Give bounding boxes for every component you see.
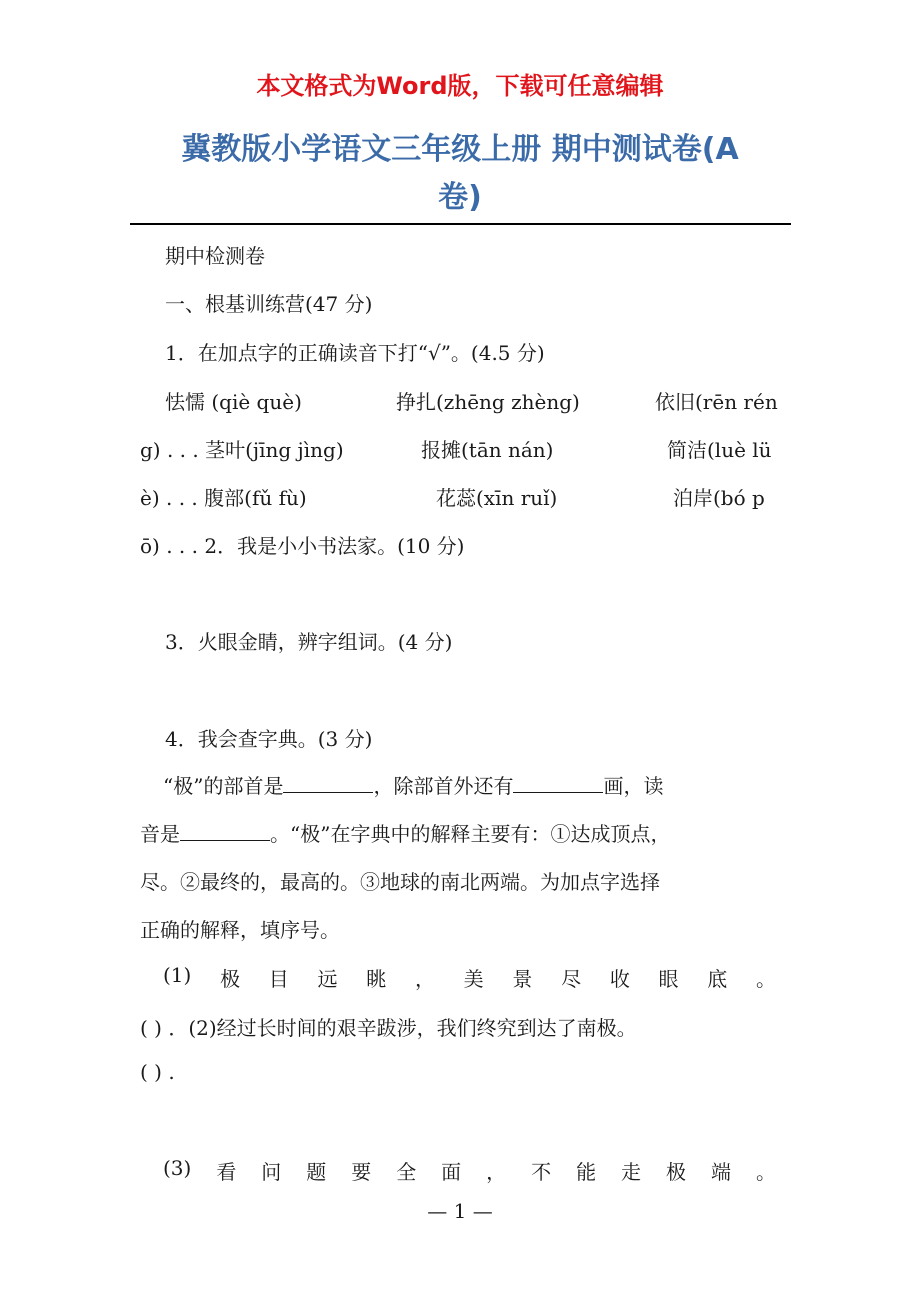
- item-char: ，: [486, 1160, 507, 1184]
- item-char: 面: [441, 1160, 462, 1184]
- item-char: 问: [261, 1160, 282, 1184]
- editable-notice: 本文格式为Word版，下载可任意编辑: [256, 72, 664, 100]
- item-char: 尽: [561, 967, 582, 991]
- item-char: (3): [163, 1156, 192, 1180]
- item-char: 能: [576, 1160, 597, 1184]
- pinyin-item: 花蕊(xīn ruǐ): [436, 486, 558, 510]
- item-char: ，: [414, 967, 435, 991]
- item-char: 。: [755, 1160, 776, 1184]
- item-char: 收: [609, 967, 630, 991]
- answer-blank-radical[interactable]: [283, 774, 373, 793]
- pinyin-item: 依旧(rēn rén: [655, 390, 778, 414]
- item-char: 远: [317, 967, 338, 991]
- item-char: 走: [621, 1160, 642, 1184]
- title-divider: [130, 223, 791, 225]
- item-char: 不: [531, 1160, 552, 1184]
- q4-text: 画，读: [603, 774, 664, 798]
- q4-line-4: 正确的解释，填序号。: [140, 918, 340, 942]
- answer-blank-strokes[interactable]: [513, 774, 603, 793]
- pinyin-item: 泊岸(bó p: [673, 486, 765, 510]
- item-3-sentence: [163, 1156, 776, 1185]
- item-char: 要: [351, 1160, 372, 1184]
- question-1: 1．在加点字的正确读音下打“√”。(4.5 分): [165, 341, 545, 365]
- item-char: 眺: [366, 967, 387, 991]
- item-char: 端: [710, 1160, 731, 1184]
- item-char: 目: [268, 967, 289, 991]
- document-title-line1: 冀教版小学语文三年级上册 期中测试卷(A: [181, 132, 739, 167]
- item-char: (1): [163, 963, 192, 987]
- item-2-sentence: ( ) ．(2)经过长时间的艰辛跋涉，我们终究到达了南极。: [140, 1016, 637, 1040]
- section-1-heading: 一、根基训练营(47 分): [165, 292, 373, 316]
- q4-text: 音是: [140, 822, 180, 846]
- item-char: 极: [666, 1160, 686, 1184]
- item-char: 美: [463, 967, 484, 991]
- pinyin-item: 挣扎(zhēng zhèng): [396, 390, 580, 414]
- exam-heading: 期中检测卷: [165, 244, 265, 268]
- item-char: 。: [755, 967, 776, 991]
- q4-text: 。“极”在字典中的解释主要有：①达成顶点，: [270, 822, 671, 846]
- pinyin-item: 报摊(tān nán): [421, 438, 554, 462]
- item-char: 看: [216, 1160, 237, 1184]
- pinyin-item: g) . . . 茎叶(jīng jìng): [140, 438, 344, 462]
- item-char: 景: [512, 967, 533, 991]
- document-title-line2: 卷): [438, 180, 482, 215]
- question-2: ō) . . . 2．我是小小书法家。(10 分): [140, 534, 465, 558]
- item-char: 极: [220, 967, 241, 991]
- item-char: 眼: [658, 967, 679, 991]
- page-number: — 1 —: [427, 1199, 493, 1223]
- pinyin-item: è) . . . 腹部(fǔ fù): [140, 486, 307, 510]
- item-char: 全: [396, 1160, 417, 1184]
- q4-line-3: 尽。②最终的，最高的。③地球的南北两端。为加点字选择: [140, 870, 660, 894]
- answer-blank-pinyin[interactable]: [180, 822, 270, 841]
- q4-text: “极”的部首是: [163, 774, 284, 798]
- item-1-sentence: [163, 963, 776, 992]
- q4-line-1: [163, 770, 663, 799]
- question-3: 3．火眼金睛，辨字组词。(4 分): [165, 630, 453, 654]
- q4-text: ，除部首外还有: [373, 774, 514, 798]
- item-char: 题: [306, 1160, 327, 1184]
- item-2-answer: ( ) .: [140, 1060, 175, 1084]
- pinyin-item: 简洁(luè lü: [667, 438, 772, 462]
- pinyin-item: 怯懦 (qiè què): [165, 390, 302, 414]
- q4-line-2: [140, 818, 670, 847]
- item-char: 底: [707, 967, 728, 991]
- question-4: 4．我会查字典。(3 分): [165, 727, 373, 751]
